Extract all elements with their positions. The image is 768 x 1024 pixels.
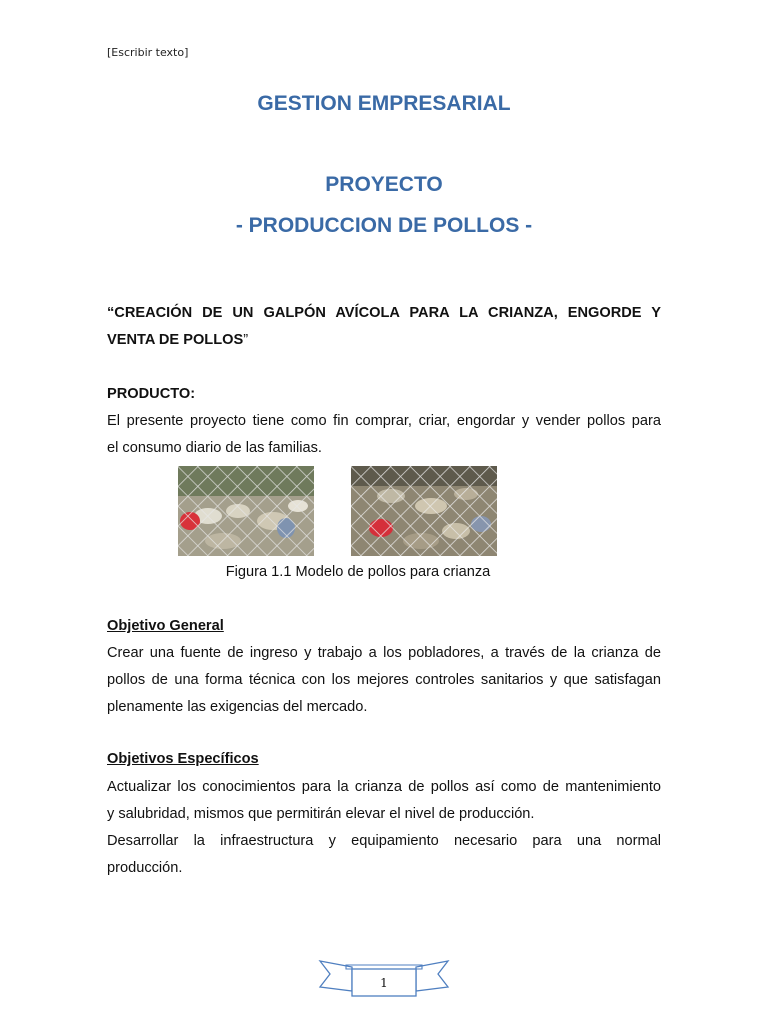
objetivos-especificos-text xyxy=(107,774,661,882)
project-subtitle: - PRODUCCION DE POLLOS - xyxy=(235,214,533,237)
quote-close-mark: ” xyxy=(243,332,249,348)
objetivo-general-line-1: Crear una fuente de ingreso y trabajo a los pobladores, a través de la crianza de xyxy=(107,645,661,661)
producto-heading: PRODUCTO: xyxy=(107,386,196,402)
chicken-pen-photo-1 xyxy=(178,466,314,556)
objetivos-especificos-heading: Objetivos Específicos xyxy=(107,751,259,767)
producto-text xyxy=(107,408,661,462)
chicken-pen-photo-2 xyxy=(351,466,497,556)
project-quote xyxy=(107,300,661,354)
objetivos-especificos-line-4: producción. xyxy=(107,860,183,876)
quote-line-1: “CREACIÓN DE UN GALPÓN AVÍCOLA PARA LA CRIANZA, ENGORDE Y xyxy=(107,305,661,321)
project-label: PROYECTO xyxy=(325,173,443,196)
page-number: 1 xyxy=(380,976,388,990)
objetivos-especificos-line-1: Actualizar los conocimientos para la crianza de pollos así como de mantenimiento xyxy=(107,779,661,795)
objetivo-general-line-3: plenamente las exigencias del mercado. xyxy=(107,699,368,715)
objetivo-general-line-2: pollos de una forma técnica con los mejores controles sanitarios y que satisfagan xyxy=(107,672,661,688)
document-title: GESTION EMPRESARIAL xyxy=(257,92,511,115)
objetivos-especificos-line-2: y salubridad, mismos que permitirán elevar el nivel de producción. xyxy=(107,806,535,822)
objetivo-general-text xyxy=(107,640,661,721)
producto-line-2: el consumo diario de las familias. xyxy=(107,440,322,456)
quote-line-2: VENTA DE POLLOS xyxy=(107,332,244,348)
objetivos-especificos-line-3: Desarrollar la infraestructura y equipamiento necesario para una normal xyxy=(107,833,661,849)
producto-line-1: El presente proyecto tiene como fin comprar, criar, engordar y vender pollos para xyxy=(107,413,661,429)
objetivo-general-heading: Objetivo General xyxy=(107,618,224,634)
header-note: [Escribir texto] xyxy=(107,46,189,59)
figure-caption: Figura 1.1 Modelo de pollos para crianza xyxy=(225,564,491,580)
